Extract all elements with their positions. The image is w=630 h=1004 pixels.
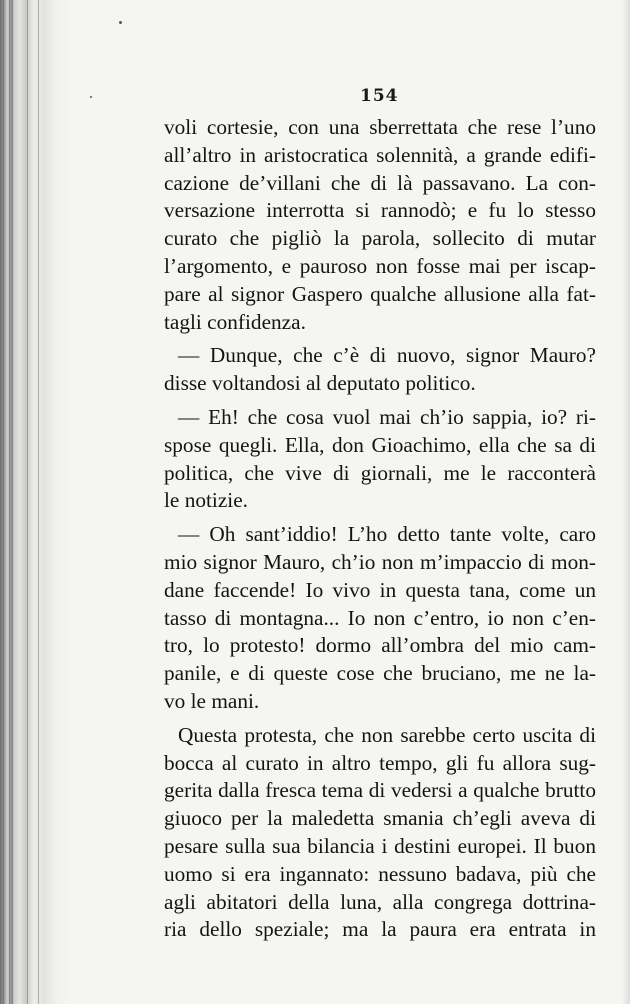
text-line: disse voltandosi al deputato politico. — [164, 371, 476, 396]
text-line: bocca al curato in altro tempo, gli fu allora sug- — [164, 750, 596, 775]
text-line: — Eh! che cosa vuol mai ch’io sappia, io? ri- — [178, 404, 596, 429]
paragraph — [164, 404, 596, 515]
paragraph — [164, 521, 596, 716]
gutter-line — [12, 0, 13, 1004]
text-line: tagli confidenza. — [164, 309, 306, 334]
text-line: le notizie. — [164, 488, 248, 513]
text-line: pare al signor Gaspero qualche allusione alla fat- — [164, 281, 596, 306]
gutter-line — [9, 0, 10, 1004]
text-line: spose quegli. Ella, don Gioachimo, ella che sa di — [164, 432, 596, 457]
text-line: politica, che vive di giornali, me le racconterà — [164, 460, 596, 485]
text-line: uomo si era ingannato: nessuno badava, più che — [164, 861, 596, 886]
text-line: curato che pigliò la parola, sollecito di mutar — [164, 226, 596, 251]
text-line: voli cortesie, con una sberrettata che rese l’uno — [164, 115, 596, 139]
ink-speck — [119, 21, 122, 24]
text-line: dane faccende! Io vivo in questa tana, come un — [164, 577, 596, 602]
book-binding-gutter — [0, 0, 70, 1004]
text-line: mio signor Mauro, ch’io non m’impaccio di mon- — [164, 549, 596, 574]
text-line: all’altro in aristocratica solennità, a grande edifi- — [164, 142, 596, 167]
gutter-line — [38, 0, 39, 1004]
page-number: 154 — [360, 86, 399, 106]
gutter-line — [3, 0, 4, 1004]
ink-speck — [90, 96, 92, 98]
page-right-edge — [622, 0, 630, 1004]
paragraph — [164, 722, 596, 944]
text-line: giuoco per la maledetta smania ch’egli aveva di — [164, 806, 596, 831]
text-line: tro, lo protesto! dormo all’ombra del mio cam- — [164, 633, 596, 658]
body-text — [164, 114, 596, 944]
text-line: panile, e di queste cose che bruciano, me ne la- — [164, 661, 596, 686]
paragraph — [164, 114, 596, 336]
text-line: vo le mani. — [164, 688, 260, 713]
text-line: gerita dalla fresca tema di vedersi a qualche brutto — [164, 778, 596, 803]
gutter-line — [27, 0, 28, 1004]
text-line: tasso di montagna... Io non c’entro, io non c’en- — [164, 605, 596, 630]
text-line: — Dunque, che c’è di nuovo, signor Mauro? — [178, 343, 596, 368]
text-line: versazione interrotta si rannodò; e fu lo stesso — [164, 198, 596, 223]
text-line: pesare sulla sua bilancia i destini europei. Il buon — [164, 833, 596, 858]
text-line: ria dello speziale; ma la paura era entrata in — [164, 917, 596, 942]
text-line: cazione de’villani che di là passavano. La con- — [164, 170, 596, 195]
text-line: agli abitatori della luna, alla congrega dottrina- — [164, 889, 596, 914]
text-line: — Oh sant’iddio! L’ho detto tante volte, caro — [178, 522, 596, 547]
text-line: Questa protesta, che non sarebbe certo uscita di — [178, 722, 596, 747]
text-line: l’argomento, e pauroso non fosse mai per iscap- — [164, 253, 596, 278]
paragraph — [164, 342, 596, 398]
